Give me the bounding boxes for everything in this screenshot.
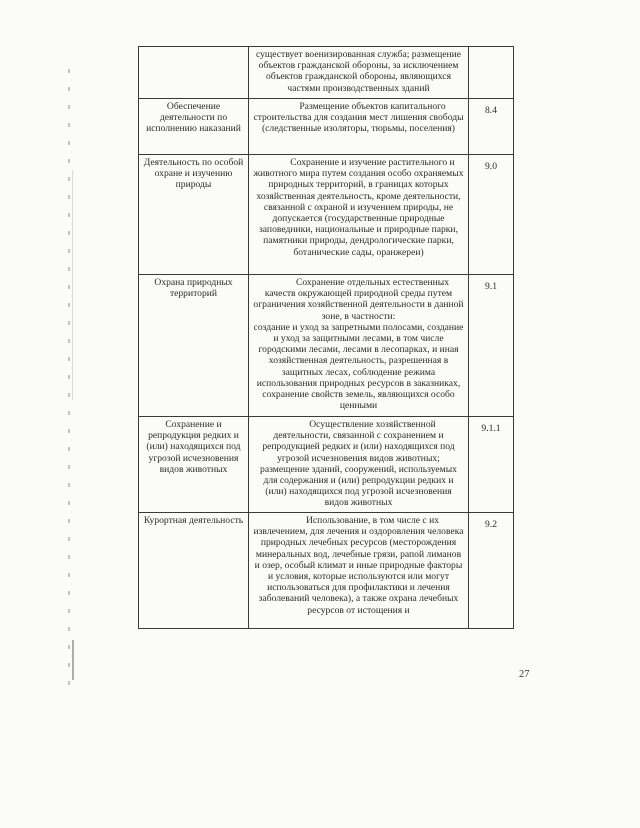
description-paragraph: Сохранение и изучение растительного и животного мира путем создания особо охраняемых природных территорий, в границах которых хозяйственная деятельность, кроме деятельности, связанной с охраной и изучением природы, не допускается (государственные природные заповедники, национальные и природные парки, памятники природы, дендрологические парки, ботанические сады, оранжереи) [253, 157, 464, 258]
use-type-name: Курортная деятельность [139, 513, 249, 629]
description-paragraph: Осуществление хозяйственной деятельности, связанной с сохранением и репродукцией редких и (или) находящихся под угрозой исчезновения видов животных; [262, 419, 455, 464]
use-type-code [469, 47, 514, 99]
description-paragraph: существует военизированная служба; размещение объектов гражданской обороны, за исключением объектов гражданской обороны, являющихся частями производственных зданий [255, 49, 462, 94]
page-number: 27 [519, 669, 530, 680]
use-type-description [249, 417, 469, 513]
table-row [139, 513, 514, 629]
use-type-code: 9.1.1 [469, 417, 514, 513]
use-type-description [249, 47, 469, 99]
use-type-code: 9.0 [469, 155, 514, 275]
use-type-code: 9.1 [469, 275, 514, 417]
use-type-code: 9.2 [469, 513, 514, 629]
use-type-name: Охрана природных территорий [139, 275, 249, 417]
use-type-code: 8.4 [469, 99, 514, 155]
use-type-description [249, 275, 469, 417]
use-type-description [249, 99, 469, 155]
use-type-name: Сохранение и репродукция редких и (или) находящихся под угрозой исчезновения видов животных [139, 417, 249, 513]
table-row [139, 99, 514, 155]
table-row [139, 47, 514, 99]
scan-edge-artifact [72, 170, 73, 400]
table-row [139, 155, 514, 275]
use-type-name: Деятельность по особой охране и изучению природы [139, 155, 249, 275]
scan-edge-artifact [72, 640, 74, 680]
table-row [139, 275, 514, 417]
use-type-name [139, 47, 249, 99]
use-type-description [249, 513, 469, 629]
use-type-description [249, 155, 469, 275]
description-paragraph: создание и уход за запретными полосами, создание и уход за защитными лесами, в том числе городскими лесами, лесами в лесопарках, и иная хозяйственная деятельность, разрешенная в защитных лесах, соблюдение режима использования природных ресурсов в заказниках, сохранение свойств земель, являющихся особо ценными [253, 321, 464, 412]
land-use-table [138, 46, 514, 629]
use-type-name: Обеспечение деятельности по исполнению наказаний [139, 99, 249, 155]
description-paragraph: Использование, в том числе с их извлечением, для лечения и оздоровления человека природных лечебных ресурсов (месторождения минеральных вод, лечебные грязи, рапой лиманов и озер, особый климат и иные природные факторы и условия, которые используются или могут использоваться для профилактики и лечения заболеваний человека), а также охрана лечебных ресурсов от истощения и [253, 515, 464, 616]
description-paragraph: размещение зданий, сооружений, используемых для содержания и (или) репродукции редких и (или) находящихся под угрозой исчезновения видов животных [260, 463, 457, 509]
table-row [139, 417, 514, 513]
scan-edge-artifact [68, 55, 70, 685]
description-paragraph: Размещение объектов капитального строительства для создания мест лишения свободы (следственные изоляторы, тюрьмы, поселения) [253, 101, 464, 135]
description-paragraph: Сохранение отдельных естественных качеств окружающей природной среды путем ограничения хозяйственной деятельности в данной зоне, в частности: [253, 277, 464, 322]
